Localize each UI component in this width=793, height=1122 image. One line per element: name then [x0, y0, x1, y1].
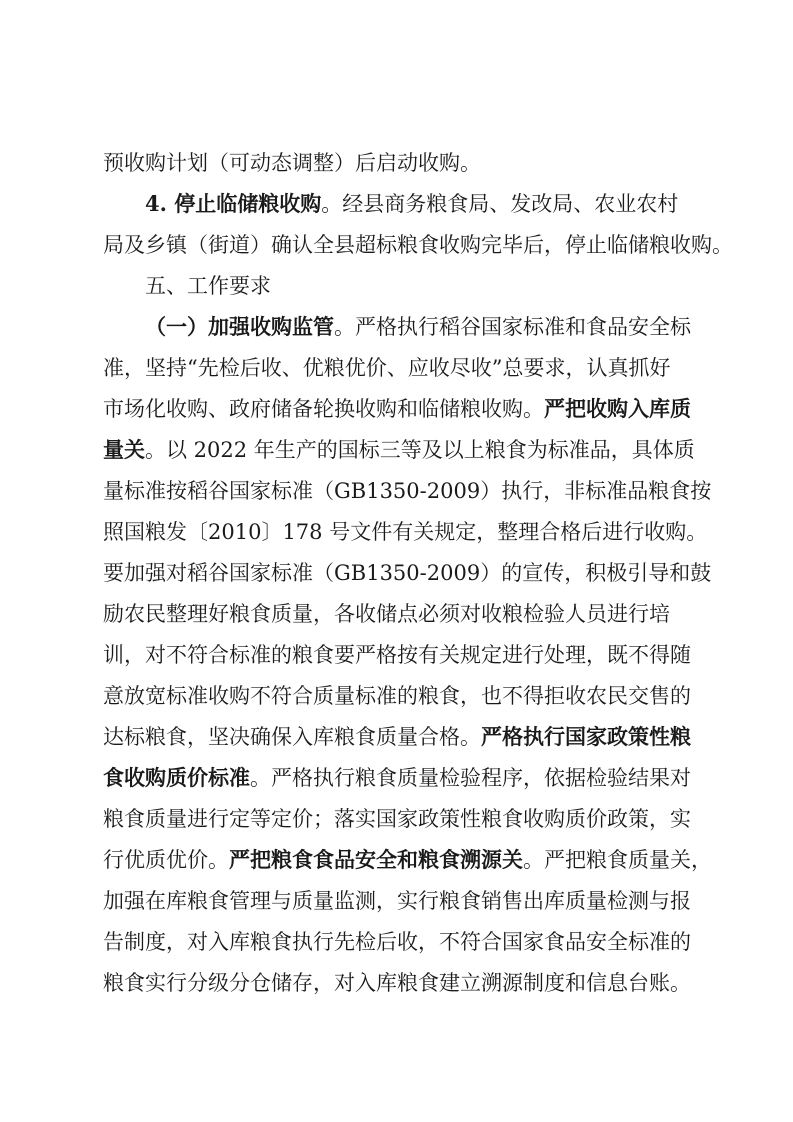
text-line: [103, 555, 712, 591]
emphasis-run: 严把粮食食品安全和粮食溯源关: [229, 847, 523, 872]
text-run: 励农民整理好粮食质量，各收储点必须对收粮检验人员进行培: [103, 602, 670, 626]
text-run: 局及乡镇（街道）确认全县超标粮食收购完毕后，停止临储粮收购。: [103, 233, 733, 257]
text-run: 告制度，对入库粮食执行先检后收，不符合国家食品安全标准的: [103, 930, 691, 954]
text-run: 量标准按稻谷国家标准（GB1350-2009）执行，非标准品粮食按: [103, 479, 712, 503]
text-line: [145, 309, 693, 345]
text-run: 预收购计划（可动态调整）后启动收购。: [103, 151, 481, 175]
text-run: 意放宽标准收购不符合质量标准的粮食，也不得拒收农民交售的: [103, 684, 691, 708]
text-line: [103, 145, 693, 181]
text-run: 。经县商务粮食局、发改局、农业农村: [321, 192, 679, 216]
text-run: 市场化收购、政府储备轮换收购和临储粮收购。: [103, 397, 544, 421]
text-line: [145, 186, 693, 222]
emphasis-run: 食收购质价标准: [103, 765, 250, 790]
text-run: 要加强对稻谷国家标准（GB1350-2009）的宣传，积极引导和鼓: [103, 561, 712, 585]
text-line: [103, 842, 712, 878]
text-run: 。以 2022 年生产的国标三等及以上粮食为标准品，具体质: [145, 438, 695, 462]
text-line: [103, 760, 693, 796]
section-title: 五、工作要求: [145, 274, 271, 298]
text-run: 粮食质量进行定等定价；落实国家政策性粮食收购质价政策，实: [103, 807, 691, 831]
text-run: 训，对不符合标准的粮食要严格按有关规定进行处理，既不得随: [103, 643, 691, 667]
emphasis-run: 严格执行国家政策性粮: [481, 724, 691, 749]
text-line: [103, 883, 693, 919]
text-run: 加强在库粮食管理与质量监测，实行粮食销售出库质量检测与报: [103, 889, 691, 913]
text-line: [103, 801, 693, 837]
text-run: 达标粮食，坚决确保入库粮食质量合格。: [103, 725, 481, 749]
text-line: [103, 719, 693, 755]
text-run: 粮食实行分级分仓储存，对入库粮食建立溯源制度和信息台账。: [103, 971, 691, 995]
text-line: [103, 965, 693, 1001]
text-run: 照国粮发〔2010〕178 号文件有关规定，整理合格后进行收购。: [103, 520, 708, 544]
text-line: [103, 924, 693, 960]
emphasis-run: 量关: [103, 437, 145, 462]
text-run: 。严把粮食质量关，: [523, 848, 712, 872]
text-run: 。严格执行稻谷国家标准和食品安全标: [334, 315, 691, 339]
text-run: 。严格执行粮食质量检验程序，依据检验结果对: [250, 766, 691, 790]
text-line: [103, 227, 733, 263]
text-line: [103, 678, 693, 714]
emphasis-run: 严把收购入库质: [544, 396, 691, 421]
text-line: [103, 473, 712, 509]
section-heading: [145, 268, 693, 304]
text-line: [103, 637, 693, 673]
heading-run: （一）加强收购监管: [145, 314, 334, 339]
text-run: 准，坚持“先检后收、优粮优价、应收尽收”总要求，认真抓好: [103, 356, 671, 380]
text-line: [103, 350, 693, 386]
text-line: [103, 596, 693, 632]
heading-run: 4. 停止临储粮收购: [145, 191, 322, 216]
text-line: [103, 391, 693, 427]
text-line: [103, 432, 693, 468]
text-run: 行优质优价。: [103, 848, 229, 872]
text-line: [103, 514, 708, 550]
